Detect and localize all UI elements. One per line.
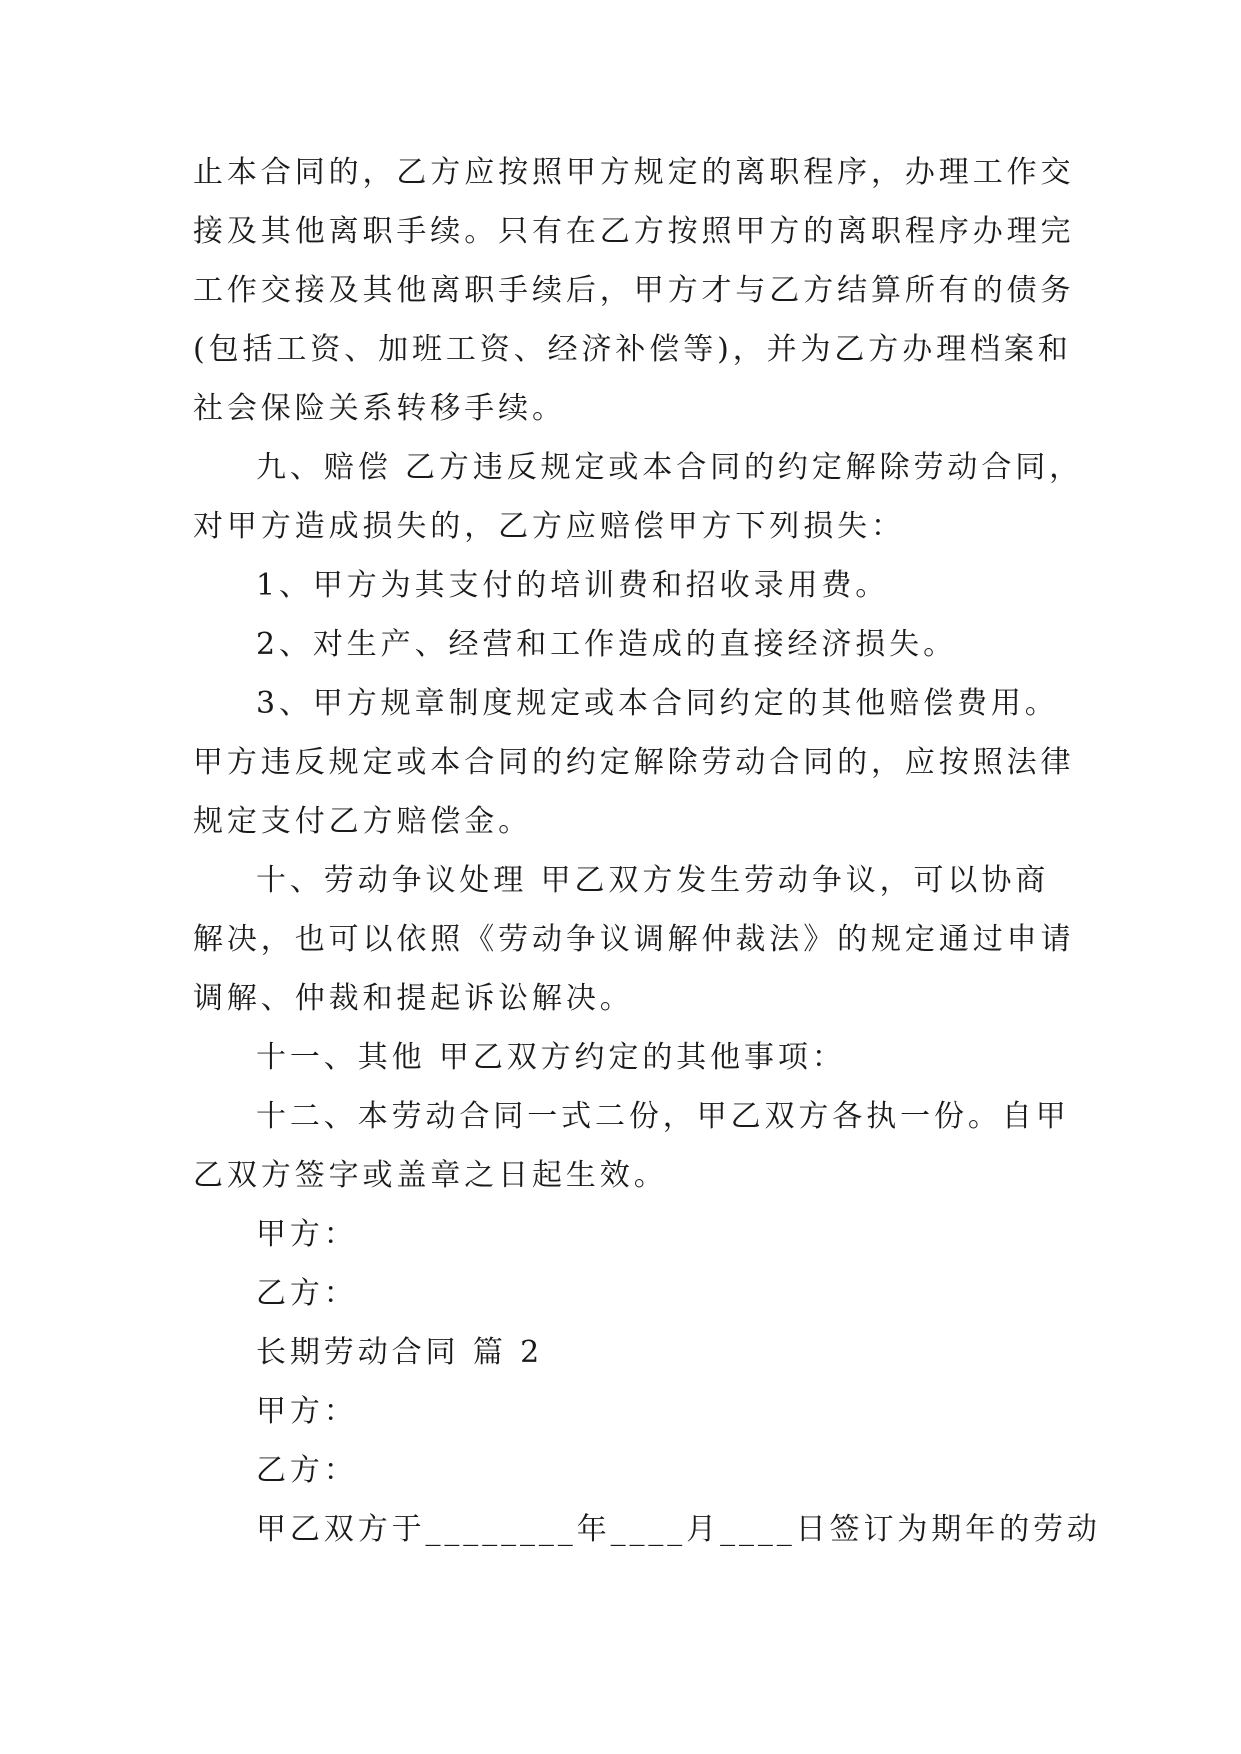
- section-heading-dispute: 十、劳动争议处理 甲乙双方发生劳动争议，可以协商: [256, 863, 1050, 898]
- paragraph-line: 乙双方签字或盖章之日起生效。: [193, 1158, 668, 1193]
- contract-date-line: 甲乙双方于________年____月____日签订为期年的劳动: [256, 1512, 1101, 1547]
- paragraph-line: 甲方违反规定或本合同的约定解除劳动合同的，应按照法律: [193, 745, 1075, 780]
- paragraph-line: 止本合同的，乙方应按照甲方规定的离职程序，办理工作交: [193, 155, 1075, 190]
- paragraph-line: 对甲方造成损失的，乙方应赔偿甲方下列损失：: [193, 509, 905, 544]
- section-heading-copies: 十二、本劳动合同一式二份，甲乙双方各执一份。自甲: [256, 1099, 1070, 1134]
- party-b-label: 乙方：: [256, 1453, 358, 1488]
- paragraph-line: (包括工资、加班工资、经济补偿等)，并为乙方办理档案和: [193, 332, 1072, 367]
- paragraph-line: 社会保险关系转移手续。: [193, 391, 566, 426]
- paragraph-line: 调解、仲裁和提起诉讼解决。: [193, 981, 634, 1016]
- party-a-label: 甲方：: [256, 1394, 358, 1429]
- paragraph-line: 工作交接及其他离职手续后，甲方才与乙方结算所有的债务: [193, 273, 1075, 308]
- paragraph-line: 解决，也可以依照《劳动争议调解仲裁法》的规定通过申请: [193, 922, 1075, 957]
- paragraph-line: 接及其他离职手续。只有在乙方按照甲方的离职程序办理完: [193, 214, 1075, 249]
- party-a-signature-label: 甲方：: [256, 1217, 358, 1252]
- party-b-signature-label: 乙方：: [256, 1276, 358, 1311]
- document-body: [193, 143, 1101, 1559]
- list-item: 3、甲方规章制度规定或本合同约定的其他赔偿费用。: [256, 686, 1059, 721]
- section-heading-compensation: 九、赔偿 乙方违反规定或本合同的约定解除劳动合同，: [256, 450, 1084, 485]
- list-item: 2、对生产、经营和工作造成的直接经济损失。: [256, 627, 957, 662]
- contract-title: 长期劳动合同 篇 2: [256, 1335, 544, 1370]
- list-item: 1、甲方为其支付的培训费和招收录用费。: [256, 568, 890, 603]
- paragraph-line: 规定支付乙方赔偿金。: [193, 804, 532, 839]
- section-heading-other: 十一、其他 甲乙双方约定的其他事项：: [256, 1040, 846, 1075]
